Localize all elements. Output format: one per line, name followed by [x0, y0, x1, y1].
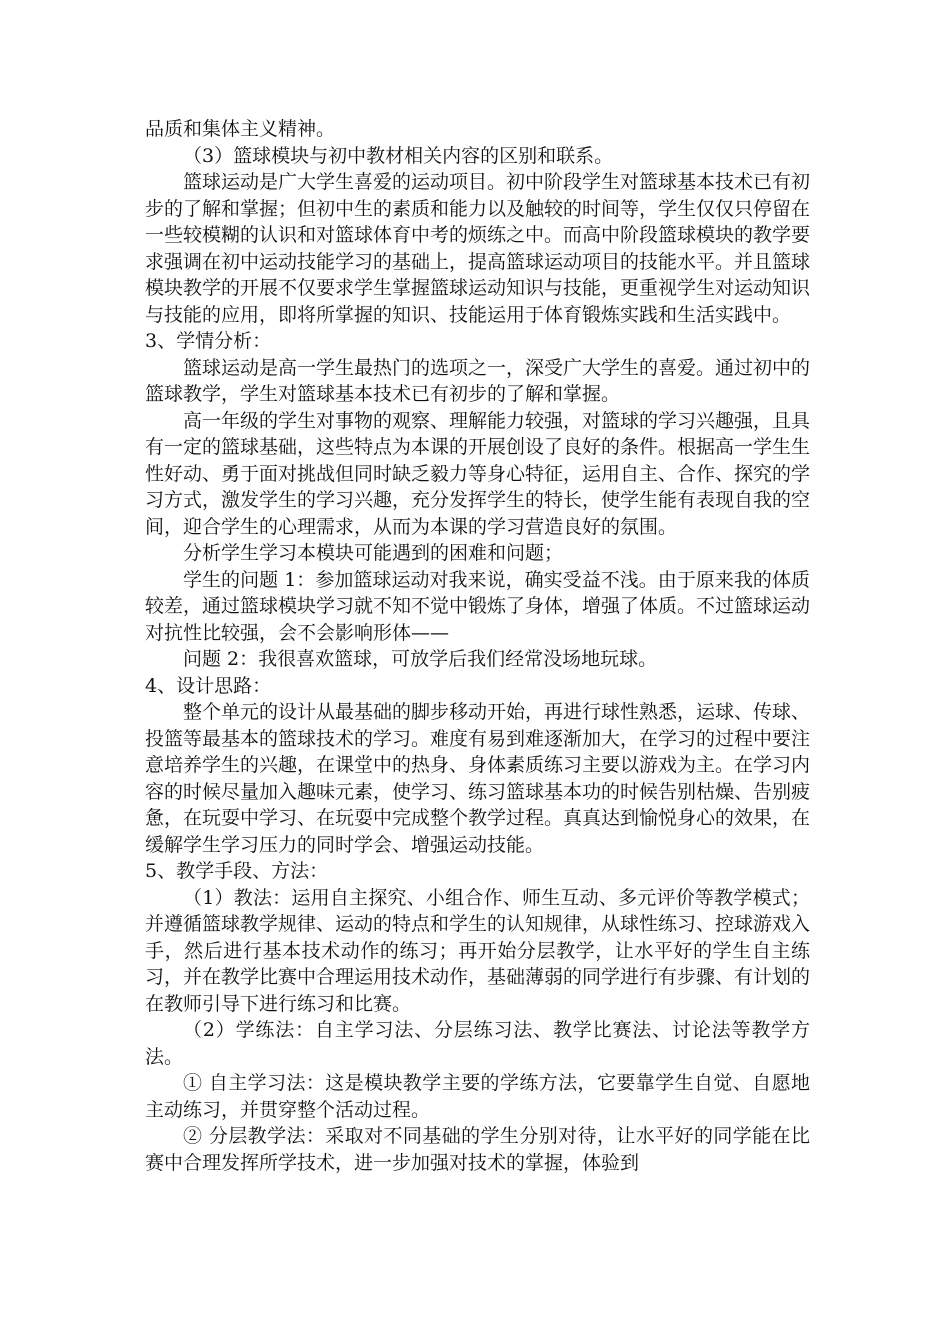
paragraph-learning-method: （2）学练法：自主学习法、分层练习法、教学比赛法、讨论法等教学方法。	[145, 1019, 810, 1068]
document-body	[145, 116, 810, 1176]
paragraph-popularity: 篮球运动是高一学生最热门的选项之一，深受广大学生的喜爱。通过初中的篮球教学，学生对篮球基本技术已有初步的了解和掌握。	[145, 356, 811, 405]
section-heading-design: 4、设计思路：	[145, 674, 272, 697]
paragraph-grade-characteristics: 高一年级的学生对事物的观察、理解能力较强，对篮球的学习兴趣强，且具有一定的篮球基础，这些特点为本课的开展创设了良好的条件。根据高一学生生性好动、勇于面对挑战但同时缺乏毅力等身心特征，运用自主、合作、探究的学习方式，激发学生的学习兴趣，充分发挥学生的特长，使学生能有表现自我的空间，迎合学生的心理需求，从而为本课的学习营造良好的氛围。	[145, 409, 811, 538]
paragraph-teaching-method: （1）教法：运用自主探究、小组合作、师生互动、多元评价等教学模式；并遵循篮球教学规律、运动的特点和学生的认知规律，从球性练习、控球游戏入手，然后进行基本技术动作的练习；再开始分层教学，让水平好的学生自主练习，并在教学比赛中合理运用技术动作，基础薄弱的同学进行有步骤、有计划的在教师引导下进行练习和比赛。	[145, 886, 811, 1015]
paragraph-subheading-3: （3）篮球模块与初中教材相关内容的区别和联系。	[183, 144, 614, 167]
paragraph-basketball-junior-senior: 篮球运动是广大学生喜爱的运动项目。初中阶段学生对篮球基本技术已有初步的了解和掌握；但初中生的素质和能力以及触较的时间等，学生仅仅只停留在一些较模糊的认识和对篮球体育中考的烦练之中。而高中阶段篮球模块的教学要求强调在初中运动技能学习的基础上，提高篮球运动项目的技能水平。并且篮球模块教学的开展不仅要求学生掌握篮球运动知识与技能，更重视学生对运动知识与技能的应用，即将所掌握的知识、技能运用于体育锻炼实践和生活实践中。	[145, 171, 811, 326]
paragraph-layered-teaching-method: ② 分层教学法：采取对不同基础的学生分别对待，让水平好的同学能在比赛中合理发挥所学技术，进一步加强对技术的掌握，体验到	[145, 1125, 810, 1174]
paragraph-continuation: 品质和集体主义精神。	[145, 118, 336, 140]
paragraph-student-question-1: 学生的问题 1：参加篮球运动对我来说，确实受益不浅。由于原来我的体质较差，通过篮球模块学习就不知不觉中锻炼了身体，增强了体质。不过篮球运动对抗性比较强，会不会影响形体——	[145, 568, 811, 644]
section-heading-methods: 5、教学手段、方法：	[145, 860, 329, 882]
paragraph-self-study-method: ① 自主学习法：这是模块教学主要的学练方法，它要靠学生自觉、自愿地主动练习，并贯穿整个活动过程。	[145, 1072, 810, 1121]
section-heading-student-analysis: 3、学情分析：	[145, 330, 272, 352]
paragraph-student-question-2: 问题 2：我很喜欢篮球，可放学后我们经常没场地玩球。	[183, 648, 658, 670]
paragraph-difficulties-intro: 分析学生学习本模块可能遇到的困难和问题；	[183, 542, 564, 564]
paragraph-design-description: 整个单元的设计从最基础的脚步移动开始，再进行球性熟悉，运球、传球、投篮等最基本的篮球技术的学习。难度有易到难逐渐加大，在学习的过程中要注意培养学生的兴趣，在课堂中的热身、身体素质练习主要以游戏为主。在学习内容的时候尽量加入趣味元素，使学习、练习篮球基本功的时候告别枯燥、告别疲惫，在玩耍中学习、在玩耍中完成整个教学过程。真真达到愉悦身心的效果，在缓解学生学习压力的同时学会、增强运动技能。	[145, 701, 811, 856]
